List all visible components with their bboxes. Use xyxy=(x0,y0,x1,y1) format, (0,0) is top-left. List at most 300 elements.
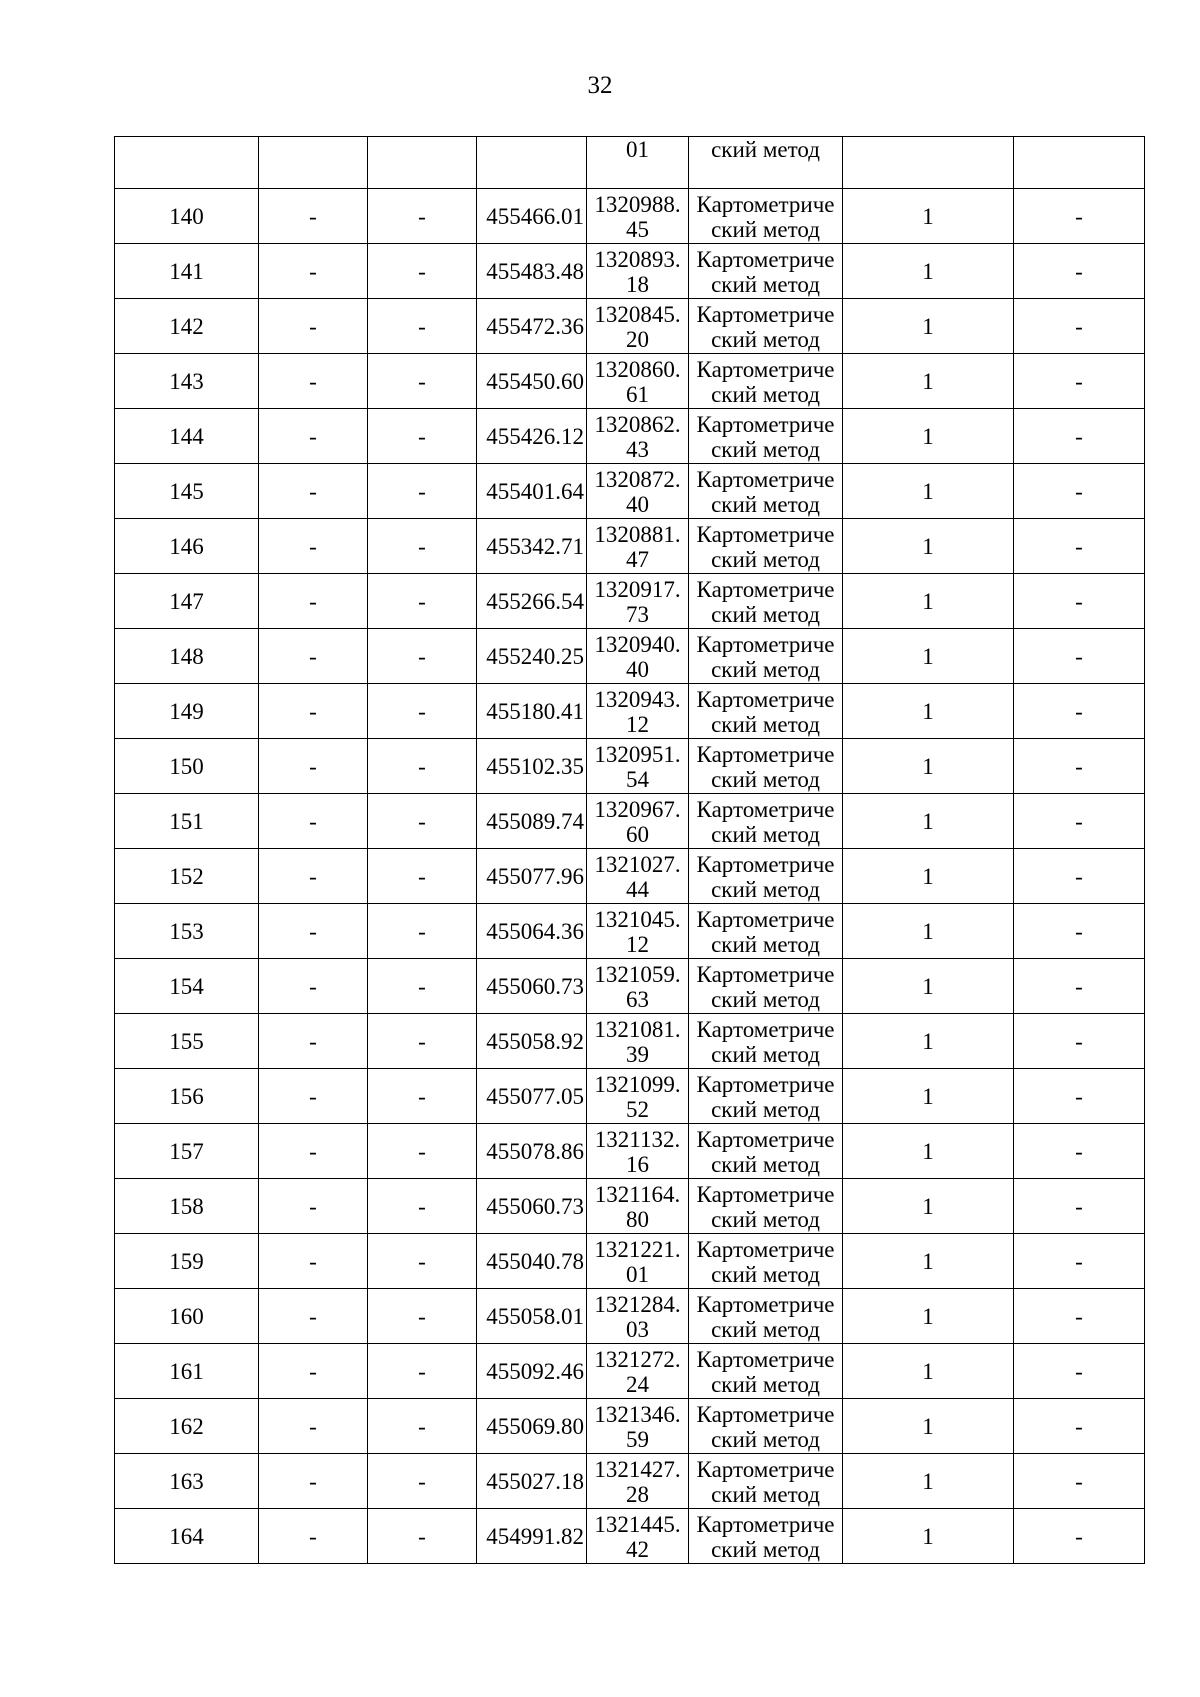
cell-y-line2: 03 xyxy=(626,1316,649,1342)
table-row xyxy=(115,244,1145,299)
cell-accuracy: 1 xyxy=(843,244,1014,299)
cell-col2: - xyxy=(259,1234,368,1289)
cell-col2: - xyxy=(259,519,368,574)
cell-method-line2: ский метод xyxy=(711,1041,820,1067)
cell-accuracy: 1 xyxy=(843,904,1014,959)
cell-method-line1: Картометриче xyxy=(696,1181,835,1207)
coordinates-table xyxy=(114,136,1145,1564)
cell-col3: - xyxy=(368,959,477,1014)
table-row xyxy=(115,1234,1145,1289)
cell-col3: - xyxy=(368,574,477,629)
cell-y-line2: 54 xyxy=(626,766,649,792)
cell-y xyxy=(587,1234,689,1289)
cell-y-line2: 28 xyxy=(626,1481,649,1507)
cell-y xyxy=(587,189,689,244)
cell-y-line2: 24 xyxy=(626,1371,649,1397)
cell-y-line2: 52 xyxy=(626,1096,649,1122)
cell-y-line1: 1320951. xyxy=(594,741,681,767)
cell-method-line1: Картометриче xyxy=(696,301,835,327)
cell-x: 455342.71 xyxy=(477,519,587,574)
cell-x: 455069.80 xyxy=(477,1399,587,1454)
cell-y-line1: 1321272. xyxy=(594,1346,681,1372)
cell-x: 455426.12 xyxy=(477,409,587,464)
cell-accuracy: 1 xyxy=(843,1069,1014,1124)
cell-x: 455472.36 xyxy=(477,299,587,354)
cell-col2: - xyxy=(259,1344,368,1399)
cell-col2: - xyxy=(259,189,368,244)
cell-method xyxy=(689,299,843,354)
cell-accuracy xyxy=(843,137,1014,189)
cell-point-number: 143 xyxy=(115,354,259,409)
table-row xyxy=(115,1454,1145,1509)
cell-col3: - xyxy=(368,1069,477,1124)
cell-y-line2: 61 xyxy=(626,381,649,407)
cell-point-number: 156 xyxy=(115,1069,259,1124)
cell-accuracy: 1 xyxy=(843,1124,1014,1179)
cell-col8: - xyxy=(1014,1234,1145,1289)
table-row xyxy=(115,299,1145,354)
cell-method xyxy=(689,464,843,519)
cell-y-line1: 1320860. xyxy=(594,356,681,382)
cell-point-number: 159 xyxy=(115,1234,259,1289)
table-row xyxy=(115,1399,1145,1454)
cell-method-line2: ский метод xyxy=(711,491,820,517)
cell-y-line2: 16 xyxy=(626,1151,649,1177)
cell-x: 455483.48 xyxy=(477,244,587,299)
cell-col3: - xyxy=(368,244,477,299)
cell-method-line2: ский метод xyxy=(711,656,820,682)
cell-accuracy: 1 xyxy=(843,1234,1014,1289)
cell-col2: - xyxy=(259,739,368,794)
cell-y-line1: 1321081. xyxy=(594,1016,681,1042)
cell-col3: - xyxy=(368,1234,477,1289)
cell-method xyxy=(689,1234,843,1289)
cell-y-line1: 1320872. xyxy=(594,466,681,492)
cell-y-line1: 1320893. xyxy=(594,246,681,272)
cell-col3: - xyxy=(368,1124,477,1179)
cell-col2: - xyxy=(259,409,368,464)
cell-method-line2: ский метод xyxy=(711,821,820,847)
cell-method-line1: Картометриче xyxy=(696,796,835,822)
cell-col2: - xyxy=(259,849,368,904)
cell-col8: - xyxy=(1014,1179,1145,1234)
cell-col8: - xyxy=(1014,1124,1145,1179)
cell-y xyxy=(587,739,689,794)
cell-col3: - xyxy=(368,354,477,409)
cell-y xyxy=(587,1454,689,1509)
cell-col3: - xyxy=(368,1399,477,1454)
cell-method-line1: Картометриче xyxy=(696,741,835,767)
cell-point-number: 163 xyxy=(115,1454,259,1509)
cell-method xyxy=(689,1509,843,1564)
cell-col2: - xyxy=(259,1289,368,1344)
cell-col8: - xyxy=(1014,1509,1145,1564)
cell-y xyxy=(587,1179,689,1234)
cell-x: 455089.74 xyxy=(477,794,587,849)
cell-x: 455240.25 xyxy=(477,629,587,684)
cell-y xyxy=(587,1399,689,1454)
cell-method-line1: Картометриче xyxy=(696,1511,835,1537)
cell-method-line2: ский метод xyxy=(711,1151,820,1177)
cell-y-line2: 59 xyxy=(626,1426,649,1452)
cell-y xyxy=(587,1509,689,1564)
cell-point-number: 164 xyxy=(115,1509,259,1564)
cell-col8: - xyxy=(1014,1014,1145,1069)
cell-y-line1: 1321132. xyxy=(594,1126,681,1152)
cell-col2: - xyxy=(259,299,368,354)
cell-point-number: 153 xyxy=(115,904,259,959)
table-row xyxy=(115,354,1145,409)
cell-y-line1: 1320862. xyxy=(594,411,681,437)
cell-y-line2: 63 xyxy=(626,986,649,1012)
cell-method-line2: ский метод xyxy=(711,381,820,407)
table-row xyxy=(115,1509,1145,1564)
cell-accuracy: 1 xyxy=(843,1509,1014,1564)
cell-y xyxy=(587,244,689,299)
cell-y xyxy=(587,519,689,574)
cell-col8: - xyxy=(1014,1344,1145,1399)
table-row xyxy=(115,409,1145,464)
cell-point-number: 142 xyxy=(115,299,259,354)
cell-col8: - xyxy=(1014,684,1145,739)
cell-method-line2: ский метод xyxy=(711,546,820,572)
cell-y xyxy=(587,409,689,464)
cell-col8: - xyxy=(1014,629,1145,684)
cell-point-number: 155 xyxy=(115,1014,259,1069)
cell-y-line2: 12 xyxy=(626,711,649,737)
cell-method xyxy=(689,409,843,464)
table-row xyxy=(115,519,1145,574)
cell-method-line2: ский метод xyxy=(711,876,820,902)
cell-method-line2: ский метод xyxy=(711,1481,820,1507)
cell-accuracy: 1 xyxy=(843,189,1014,244)
cell-col8: - xyxy=(1014,354,1145,409)
cell-x: 455102.35 xyxy=(477,739,587,794)
cell-col2: - xyxy=(259,1509,368,1564)
table-row xyxy=(115,574,1145,629)
cell-method-line1: Картометриче xyxy=(696,191,835,217)
cell-col8: - xyxy=(1014,1454,1145,1509)
cell-accuracy: 1 xyxy=(843,519,1014,574)
cell-method-line2: ский метод xyxy=(711,766,820,792)
cell-y-line1: 1321027. xyxy=(594,851,681,877)
cell-method-line1: Картометриче xyxy=(696,1291,835,1317)
cell-method-line1: Картометриче xyxy=(696,576,835,602)
table-row xyxy=(115,189,1145,244)
cell-accuracy: 1 xyxy=(843,849,1014,904)
table-row xyxy=(115,1179,1145,1234)
cell-col3: - xyxy=(368,904,477,959)
cell-col3: - xyxy=(368,739,477,794)
cell-col8: - xyxy=(1014,904,1145,959)
cell-method xyxy=(689,1124,843,1179)
cell-y-line1: 1321221. xyxy=(594,1236,681,1262)
cell-method-line2: ский метод xyxy=(711,1206,820,1232)
cell-col2: - xyxy=(259,629,368,684)
cell-y xyxy=(587,464,689,519)
cell-method xyxy=(689,629,843,684)
cell-y-line2: 12 xyxy=(626,931,649,957)
cell-x: 455266.54 xyxy=(477,574,587,629)
cell-point-number: 146 xyxy=(115,519,259,574)
cell-col8: - xyxy=(1014,794,1145,849)
cell-x: 455450.60 xyxy=(477,354,587,409)
cell-x: 455027.18 xyxy=(477,1454,587,1509)
cell-col8: - xyxy=(1014,519,1145,574)
cell-y-line1: 1321445. xyxy=(594,1511,681,1537)
cell-y: 01 xyxy=(587,137,689,189)
cell-method-line2: ский метод xyxy=(711,1261,820,1287)
cell-x: 455060.73 xyxy=(477,959,587,1014)
cell-y xyxy=(587,1069,689,1124)
cell-method xyxy=(689,189,843,244)
cell-point-number: 141 xyxy=(115,244,259,299)
cell-col3: - xyxy=(368,849,477,904)
cell-point-number: 144 xyxy=(115,409,259,464)
table-row-continued xyxy=(115,137,1145,189)
table-row xyxy=(115,1069,1145,1124)
table-row xyxy=(115,904,1145,959)
cell-col2: - xyxy=(259,1069,368,1124)
cell-col3 xyxy=(368,137,477,189)
table-row xyxy=(115,959,1145,1014)
cell-x: 455077.05 xyxy=(477,1069,587,1124)
cell-point-number: 152 xyxy=(115,849,259,904)
cell-col2 xyxy=(259,137,368,189)
table-row xyxy=(115,1289,1145,1344)
cell-x: 454991.82 xyxy=(477,1509,587,1564)
cell-method xyxy=(689,1289,843,1344)
cell-method-line1: Картометриче xyxy=(696,961,835,987)
cell-y-line2: 40 xyxy=(626,656,649,682)
cell-y-line2: 44 xyxy=(626,876,649,902)
cell-accuracy: 1 xyxy=(843,739,1014,794)
cell-col8: - xyxy=(1014,959,1145,1014)
cell-x: 455060.73 xyxy=(477,1179,587,1234)
cell-y-line2: 42 xyxy=(626,1536,649,1562)
table-row xyxy=(115,1124,1145,1179)
cell-y-line1: 1321059. xyxy=(594,961,681,987)
cell-col8: - xyxy=(1014,739,1145,794)
cell-y-line2: 01 xyxy=(626,1261,649,1287)
cell-y-line1: 1320881. xyxy=(594,521,681,547)
cell-col8: - xyxy=(1014,849,1145,904)
cell-col2: - xyxy=(259,1454,368,1509)
cell-method xyxy=(689,684,843,739)
cell-col2: - xyxy=(259,244,368,299)
cell-accuracy: 1 xyxy=(843,1344,1014,1399)
cell-y-line1: 1320917. xyxy=(594,576,681,602)
cell-y-line2: 39 xyxy=(626,1041,649,1067)
cell-y-line2: 18 xyxy=(626,271,649,297)
cell-point-number: 151 xyxy=(115,794,259,849)
table-row xyxy=(115,794,1145,849)
cell-col3: - xyxy=(368,1509,477,1564)
cell-x: 455092.46 xyxy=(477,1344,587,1399)
cell-method-line2: ский метод xyxy=(711,1426,820,1452)
cell-col2: - xyxy=(259,1124,368,1179)
cell-point-number: 149 xyxy=(115,684,259,739)
cell-x xyxy=(477,137,587,189)
cell-method-line2: ский метод xyxy=(711,1371,820,1397)
cell-col8: - xyxy=(1014,244,1145,299)
cell-accuracy: 1 xyxy=(843,794,1014,849)
cell-col2: - xyxy=(259,464,368,519)
cell-col3: - xyxy=(368,1179,477,1234)
cell-col8: - xyxy=(1014,409,1145,464)
cell-col3: - xyxy=(368,519,477,574)
cell-x: 455466.01 xyxy=(477,189,587,244)
cell-y-line1: 1321346. xyxy=(594,1401,681,1427)
cell-method-line2: ский метод xyxy=(711,711,820,737)
cell-col3: - xyxy=(368,629,477,684)
cell-col3: - xyxy=(368,409,477,464)
cell-y-line2: 40 xyxy=(626,491,649,517)
cell-y-line1: 1320967. xyxy=(594,796,681,822)
cell-method-line1: Картометриче xyxy=(696,1236,835,1262)
cell-accuracy: 1 xyxy=(843,354,1014,409)
cell-method xyxy=(689,1344,843,1399)
cell-y xyxy=(587,354,689,409)
cell-y xyxy=(587,1014,689,1069)
cell-method-line2: ский метод xyxy=(711,1536,820,1562)
cell-point-number: 157 xyxy=(115,1124,259,1179)
cell-y xyxy=(587,574,689,629)
cell-y xyxy=(587,959,689,1014)
cell-point-number: 140 xyxy=(115,189,259,244)
cell-method-line2: ский метод xyxy=(711,1096,820,1122)
cell-col2: - xyxy=(259,354,368,409)
cell-y-line1: 1320988. xyxy=(594,191,681,217)
cell-x: 455401.64 xyxy=(477,464,587,519)
cell-accuracy: 1 xyxy=(843,1289,1014,1344)
cell-method-line2: ский метод xyxy=(711,216,820,242)
cell-col2: - xyxy=(259,1014,368,1069)
cell-point-number: 154 xyxy=(115,959,259,1014)
cell-accuracy: 1 xyxy=(843,684,1014,739)
cell-y-line1: 1320943. xyxy=(594,686,681,712)
cell-col3: - xyxy=(368,794,477,849)
cell-method-line1: Картометриче xyxy=(696,1071,835,1097)
cell-col3: - xyxy=(368,1454,477,1509)
table-row xyxy=(115,849,1145,904)
cell-y-line1: 1321427. xyxy=(594,1456,681,1482)
cell-col8: - xyxy=(1014,574,1145,629)
cell-col8: - xyxy=(1014,189,1145,244)
cell-method xyxy=(689,739,843,794)
cell-method-line2: ский метод xyxy=(711,1316,820,1342)
cell-accuracy: 1 xyxy=(843,409,1014,464)
cell-method-line1: Картометриче xyxy=(696,246,835,272)
cell-col8 xyxy=(1014,137,1145,189)
cell-col3: - xyxy=(368,684,477,739)
cell-y-line2: 43 xyxy=(626,436,649,462)
cell-accuracy: 1 xyxy=(843,959,1014,1014)
cell-method-line1: Картометриче xyxy=(696,1346,835,1372)
cell-col2: - xyxy=(259,1179,368,1234)
table-row xyxy=(115,1344,1145,1399)
cell-method-line2: ский метод xyxy=(711,271,820,297)
cell-method-line2: ский метод xyxy=(711,601,820,627)
cell-y xyxy=(587,629,689,684)
cell-method xyxy=(689,1179,843,1234)
cell-x: 455058.92 xyxy=(477,1014,587,1069)
cell-accuracy: 1 xyxy=(843,629,1014,684)
cell-y-line2: 47 xyxy=(626,546,649,572)
cell-col3: - xyxy=(368,1014,477,1069)
cell-accuracy: 1 xyxy=(843,464,1014,519)
cell-y-line1: 1320940. xyxy=(594,631,681,657)
cell-y xyxy=(587,1289,689,1344)
cell-y xyxy=(587,794,689,849)
cell-col8: - xyxy=(1014,464,1145,519)
cell-point-number: 148 xyxy=(115,629,259,684)
table-row xyxy=(115,684,1145,739)
cell-method-line2: ский метод xyxy=(711,326,820,352)
cell-method-line1: Картометриче xyxy=(696,906,835,932)
cell-point-number: 161 xyxy=(115,1344,259,1399)
cell-y-line1: 1320845. xyxy=(594,301,681,327)
cell-method-line1: Картометриче xyxy=(696,631,835,657)
cell-x: 455180.41 xyxy=(477,684,587,739)
cell-method-line1: Картометриче xyxy=(696,411,835,437)
cell-x: 455040.78 xyxy=(477,1234,587,1289)
cell-method xyxy=(689,794,843,849)
cell-method-line1: Картометриче xyxy=(696,521,835,547)
cell-y-line2: 80 xyxy=(626,1206,649,1232)
cell-col8: - xyxy=(1014,1399,1145,1454)
cell-accuracy: 1 xyxy=(843,1014,1014,1069)
cell-point-number: 160 xyxy=(115,1289,259,1344)
cell-method xyxy=(689,244,843,299)
cell-method xyxy=(689,959,843,1014)
cell-col3: - xyxy=(368,299,477,354)
cell-accuracy: 1 xyxy=(843,574,1014,629)
cell-x: 455058.01 xyxy=(477,1289,587,1344)
table-row xyxy=(115,629,1145,684)
cell-method xyxy=(689,574,843,629)
cell-col8: - xyxy=(1014,299,1145,354)
cell-y-line1: 1321099. xyxy=(594,1071,681,1097)
cell-col3: - xyxy=(368,1344,477,1399)
cell-method-line1: Картометриче xyxy=(696,1126,835,1152)
cell-point-number: 158 xyxy=(115,1179,259,1234)
cell-method xyxy=(689,904,843,959)
cell-col2: - xyxy=(259,684,368,739)
cell-col8: - xyxy=(1014,1289,1145,1344)
cell-point-number: 162 xyxy=(115,1399,259,1454)
cell-method-line1: Картометриче xyxy=(696,851,835,877)
cell-point-number: 150 xyxy=(115,739,259,794)
table-body xyxy=(115,137,1145,1564)
cell-accuracy: 1 xyxy=(843,1179,1014,1234)
cell-point-number: 145 xyxy=(115,464,259,519)
cell-method-line1: Картометриче xyxy=(696,466,835,492)
cell-y-line1: 1321164. xyxy=(594,1181,681,1207)
cell-col3: - xyxy=(368,464,477,519)
cell-accuracy: 1 xyxy=(843,299,1014,354)
cell-point-number xyxy=(115,137,259,189)
cell-accuracy: 1 xyxy=(843,1399,1014,1454)
table-row xyxy=(115,739,1145,794)
cell-method-line2: ский метод xyxy=(711,986,820,1012)
cell-y-line1: 1321284. xyxy=(594,1291,681,1317)
cell-x: 455064.36 xyxy=(477,904,587,959)
cell-y-line2: 45 xyxy=(626,216,649,242)
cell-y xyxy=(587,684,689,739)
cell-y xyxy=(587,849,689,904)
cell-col3: - xyxy=(368,189,477,244)
